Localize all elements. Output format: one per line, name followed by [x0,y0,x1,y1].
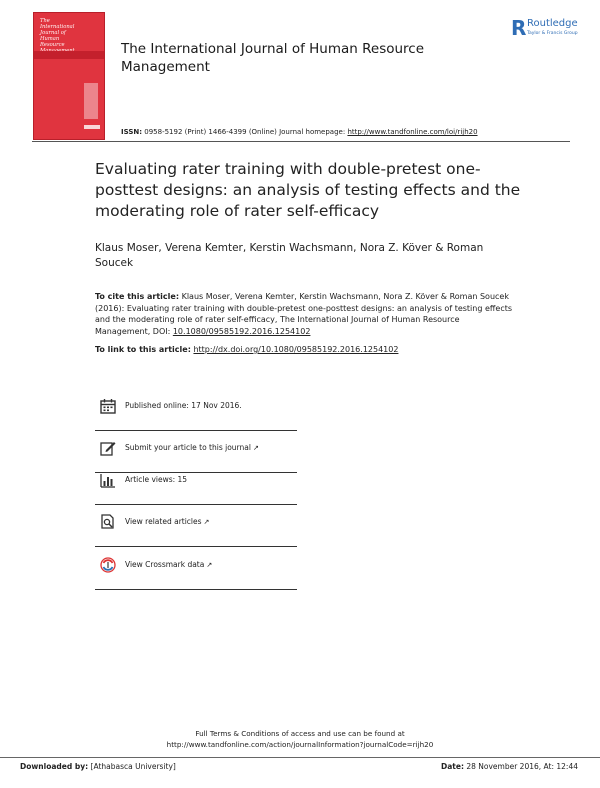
publisher-logo[interactable] [511,15,591,43]
cover-decoration [84,83,98,119]
downloaded-label: Downloaded by: [20,762,89,771]
article-link-line [95,345,535,354]
terms-line: Full Terms & Conditions of access and use can be found at [195,729,405,738]
crossmark-link[interactable]: View Crossmark data ↗ [125,560,213,569]
info-item-published [95,389,297,431]
article-authors: Klaus Moser, Verena Kemter, Kerstin Wachsmann, Nora Z. Köver & Roman Soucek [95,242,484,269]
calendar-icon [100,398,116,414]
link-label: To link to this article: [95,345,191,354]
article-title: Evaluating rater training with double-pretest one-posttest designs: an analysis of testing effects and the moderating role of rater self-efficacy [95,160,521,220]
info-item-views [95,463,297,505]
journal-homepage-link[interactable]: http://www.tandfonline.com/loi/rijh20 [347,128,478,136]
related-articles-icon [100,514,116,530]
info-item-related[interactable] [95,505,297,547]
published-date: Published online: 17 Nov 2016. [125,401,242,410]
bar-chart-icon [100,472,116,488]
downloaded-value: [Athabasca University] [90,762,176,771]
terms-notice [0,728,600,750]
info-item-crossmark[interactable] [95,548,297,590]
footer-divider [0,757,600,758]
download-date [441,762,578,771]
routledge-r-icon: R [511,16,527,40]
cite-text: Klaus Moser, Verena Kemter, Kerstin Wachsmann, Nora Z. Köver & Roman Soucek (2016): Evaluating rater training with double-pretest one-posttest designs: an analysis of testing effects and the moderating role of rater self-efficacy, The International Journal of Human Resource Management, DOI: [95,292,513,336]
cite-label: To cite this article: [95,292,180,301]
cover-band [34,51,104,59]
date-label: Date: [441,762,464,771]
downloaded-by [20,762,176,771]
crossmark-icon [100,557,116,573]
divider [95,546,297,547]
cover-title: The International Journal of Human Resource [40,18,75,48]
cover-publisher-logo [84,125,100,129]
article-doi-link[interactable]: http://dx.doi.org/10.1080/09585192.2016.1254102 [193,345,399,354]
issn-label: ISSN: [121,128,143,136]
header-divider [32,141,570,142]
cite-doi-link[interactable]: 10.1080/09585192.2016.1254102 [172,326,311,336]
citation-block [95,291,515,337]
issn-line [121,128,478,136]
article-views: Article views: 15 [125,475,188,484]
terms-url-link[interactable]: http://www.tandfonline.com/action/journalInformation?journalCode=rijh20 [166,740,434,749]
publisher-tagline: Taylor & Francis Group [527,31,578,36]
issn-text: 0958-5192 (Print) 1466-4399 (Online) Journal homepage: [144,128,346,136]
submit-article-link[interactable]: Submit your article to this journal ↗ [125,443,259,452]
external-link-icon: ↗ [203,518,210,526]
journal-cover-image [33,12,105,140]
divider [95,589,297,590]
date-value: 28 November 2016, At: 12:44 [466,762,579,771]
external-link-icon: ↗ [252,444,259,452]
publisher-name: Routledge [527,18,578,29]
external-link-icon: ↗ [206,561,213,569]
journal-title[interactable]: The International Journal of Human Resource Management [121,41,425,75]
edit-icon [100,440,116,456]
related-articles-link[interactable]: View related articles ↗ [125,517,210,526]
